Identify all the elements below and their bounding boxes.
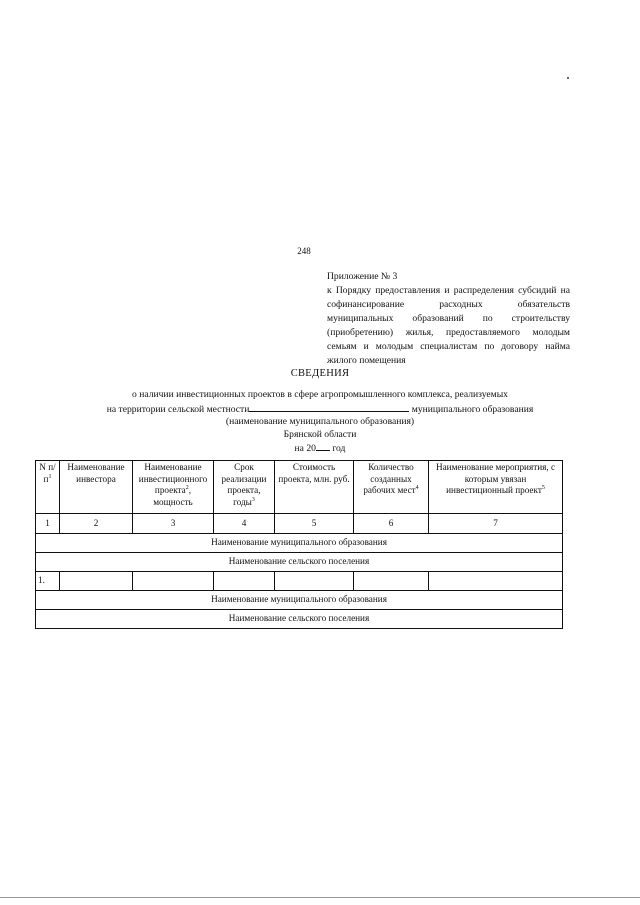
column-number: 3 — [133, 514, 214, 534]
column-number: 6 — [354, 514, 429, 534]
header-jobs: Количество созданных рабочих мест$^4$ — [354, 461, 429, 514]
annex-block — [327, 270, 570, 368]
empty-cell — [133, 572, 214, 591]
subtitle-line-2-before: на территории сельской местности — [106, 403, 250, 415]
subtitle-line-4: Брянской области — [283, 428, 357, 440]
empty-cell — [214, 572, 275, 591]
header-index: N $п/п^1$ — [36, 461, 60, 514]
section-municipality-row — [36, 591, 563, 610]
page-number: 248 — [297, 246, 311, 256]
header-cost: Стоимость проекта, млн. руб. — [275, 461, 354, 514]
column-number-row — [36, 514, 563, 534]
section-municipality-row — [36, 534, 563, 553]
row-index: 1. — [36, 572, 60, 591]
investment-table — [35, 460, 563, 629]
section-municipality: Наименование муниципального образования — [36, 534, 563, 553]
section-municipality: Наименование муниципального образования — [36, 591, 563, 610]
subtitle-line-2-after: муниципального образования — [411, 403, 534, 415]
year-suffix: год — [332, 443, 346, 454]
subtitle-line-1: о наличии инвестиционных проектов в сфере агропромышленного комплекса, реализуемых — [132, 389, 508, 400]
table-header-row — [36, 461, 563, 514]
subtitle-line-2 — [0, 402, 640, 417]
header-investor: Наименование инвестора — [60, 461, 133, 514]
column-number: 5 — [275, 514, 354, 534]
year-blank — [316, 441, 330, 451]
header-project: Наименование инвестиционного проекта$^2$, мощность — [133, 461, 214, 514]
annex-title: Приложение № 3 — [327, 271, 398, 282]
section-settlement: Наименование сельского поселения — [36, 610, 563, 629]
scan-edge-line — [0, 897, 640, 898]
section-settlement: Наименование сельского поселения — [36, 553, 563, 572]
blank-field — [249, 402, 409, 412]
section-settlement-row — [36, 610, 563, 629]
scan-speck — [567, 77, 569, 79]
empty-cell — [354, 572, 429, 591]
column-number: 1 — [36, 514, 60, 534]
table-row — [36, 572, 563, 591]
empty-cell — [60, 572, 133, 591]
empty-cell — [429, 572, 563, 591]
year-prefix: на 20 — [294, 443, 316, 454]
column-number: 4 — [214, 514, 275, 534]
subtitle-line-5 — [0, 441, 640, 456]
subtitle-line-3: (наименование муниципального образования) — [225, 416, 415, 427]
document-subtitle — [0, 389, 640, 456]
empty-cell — [275, 572, 354, 591]
column-number: 2 — [60, 514, 133, 534]
column-number: 7 — [429, 514, 563, 534]
annex-body: к Порядку предоставления и распределения субсидий на софинансирование расходных обязательств муниципальных образований по строительству (приобретению) жилья, предоставляемого молодым семьям и молодым специалистам по договору найма жилого помещения — [327, 285, 570, 366]
header-term: Срок реализации проекта, годы$^3$ — [214, 461, 275, 514]
header-measure: Наименование мероприятия, с которым увязан инвестиционный проект$^5$ — [429, 461, 563, 514]
section-settlement-row — [36, 553, 563, 572]
document-title: СВЕДЕНИЯ — [290, 368, 350, 379]
